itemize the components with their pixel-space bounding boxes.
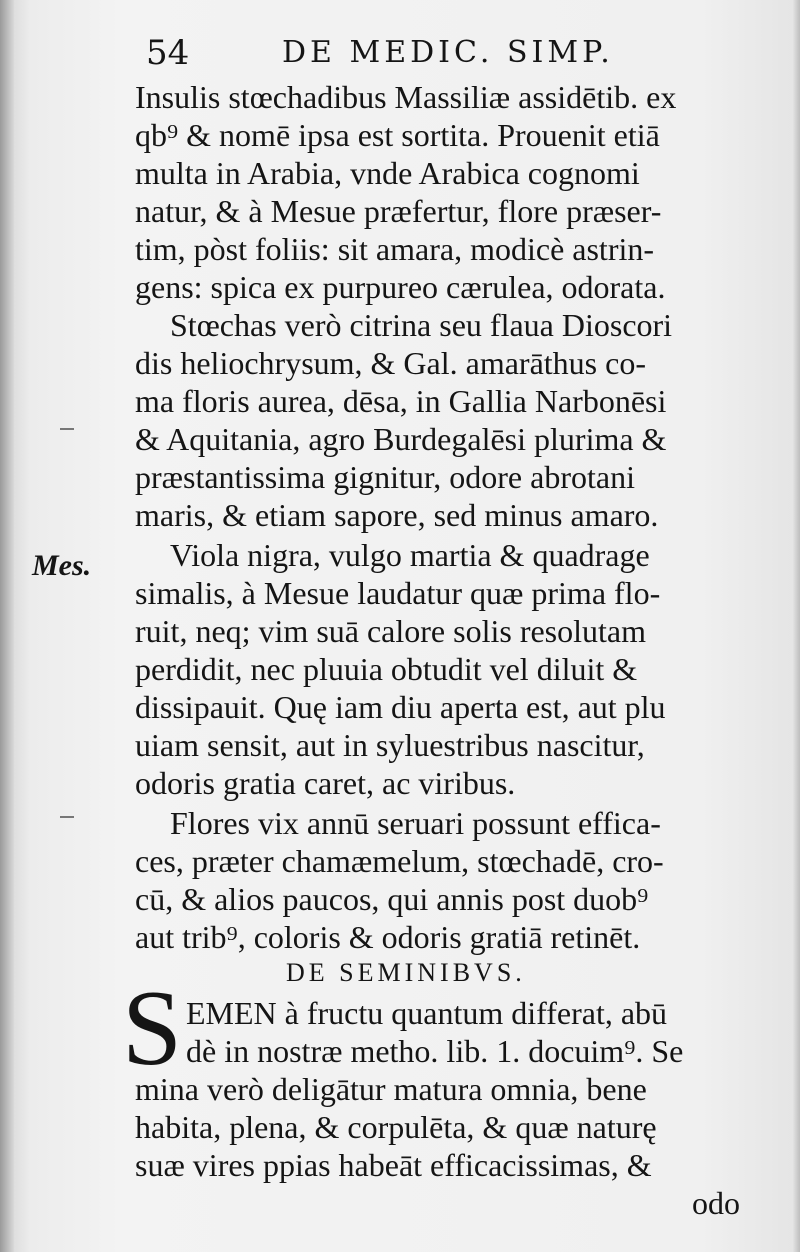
margin-mark — [60, 428, 74, 430]
text-line: maris, & etiam sapore, sed minus amaro. — [135, 497, 659, 533]
page-gutter-shadow — [0, 0, 14, 1252]
text-line: & Aquitania, agro Burdegalēsi plurima & — [135, 421, 667, 457]
text-line: dè in nostræ metho. lib. 1. docuim⁹. Se — [186, 1033, 684, 1069]
text-line: EMEN à fructu quantum differat, abū — [186, 995, 668, 1031]
running-title: DE MEDIC. SIMP. — [282, 35, 614, 70]
text-line: tim, pòst foliis: sit amara, modicè astrin- — [135, 231, 655, 267]
margin-mark — [60, 816, 74, 818]
text-line: præstantissima gignitur, odore abrotani — [135, 459, 635, 495]
text-line: ces, præter chamæmelum, stœchadē, cro- — [135, 843, 664, 879]
page-edge — [792, 0, 800, 1252]
text-line: ruit, neq; vim suā calore solis resolutam — [135, 613, 646, 649]
text-line: qb⁹ & nomē ipsa est sortita. Prouenit etiā — [135, 117, 660, 153]
text-line: multa in Arabia, vnde Arabica cognomi — [135, 155, 640, 191]
text-line: aut trib⁹, coloris & odoris gratiā retinēt. — [135, 919, 641, 955]
section-heading: DE SEMINIBVS. — [286, 958, 526, 987]
text-line: dis heliochrysum, & Gal. amarāthus co- — [135, 345, 646, 381]
text-line: Viola nigra, vulgo martia & quadrage — [170, 537, 650, 573]
text-line: ma floris aurea, dēsa, in Gallia Narbonēsi — [135, 383, 667, 419]
text-line: perdidit, nec pluuia obtudit vel diluit & — [135, 651, 638, 687]
drop-cap: S — [122, 969, 183, 1088]
text-line: habita, plena, & corpulēta, & quæ naturę — [135, 1109, 657, 1145]
text-line: mina verò deligātur matura omnia, bene — [135, 1071, 647, 1107]
marginal-note: Mes. — [32, 549, 92, 582]
page-number: 54 — [146, 33, 190, 73]
text-line: Flores vix annū seruari possunt effica- — [170, 805, 661, 841]
text-line: Stœchas verò citrina seu flaua Dioscori — [170, 307, 673, 343]
text-line: odoris gratia caret, ac viribus. — [135, 765, 516, 801]
catchword: odo — [692, 1185, 740, 1221]
text-line: natur, & à Mesue præfertur, flore præser- — [135, 193, 662, 229]
text-line: suæ vires ppias habeāt efficacissimas, & — [135, 1147, 652, 1183]
text-line: dissipauit. Quę iam diu aperta est, aut plu — [135, 689, 666, 725]
running-header — [146, 30, 746, 76]
text-line: gens: spica ex purpureo cærulea, odorata. — [135, 269, 666, 305]
text-line: Insulis stœchadibus Massiliæ assidētib. ex — [135, 79, 677, 115]
text-line: uiam sensit, aut in syluestribus nascitur, — [135, 727, 645, 763]
text-line: simalis, à Mesue laudatur quæ prima flo- — [135, 575, 661, 611]
text-line: cū, & alios paucos, qui annis post duob⁹ — [135, 881, 649, 917]
